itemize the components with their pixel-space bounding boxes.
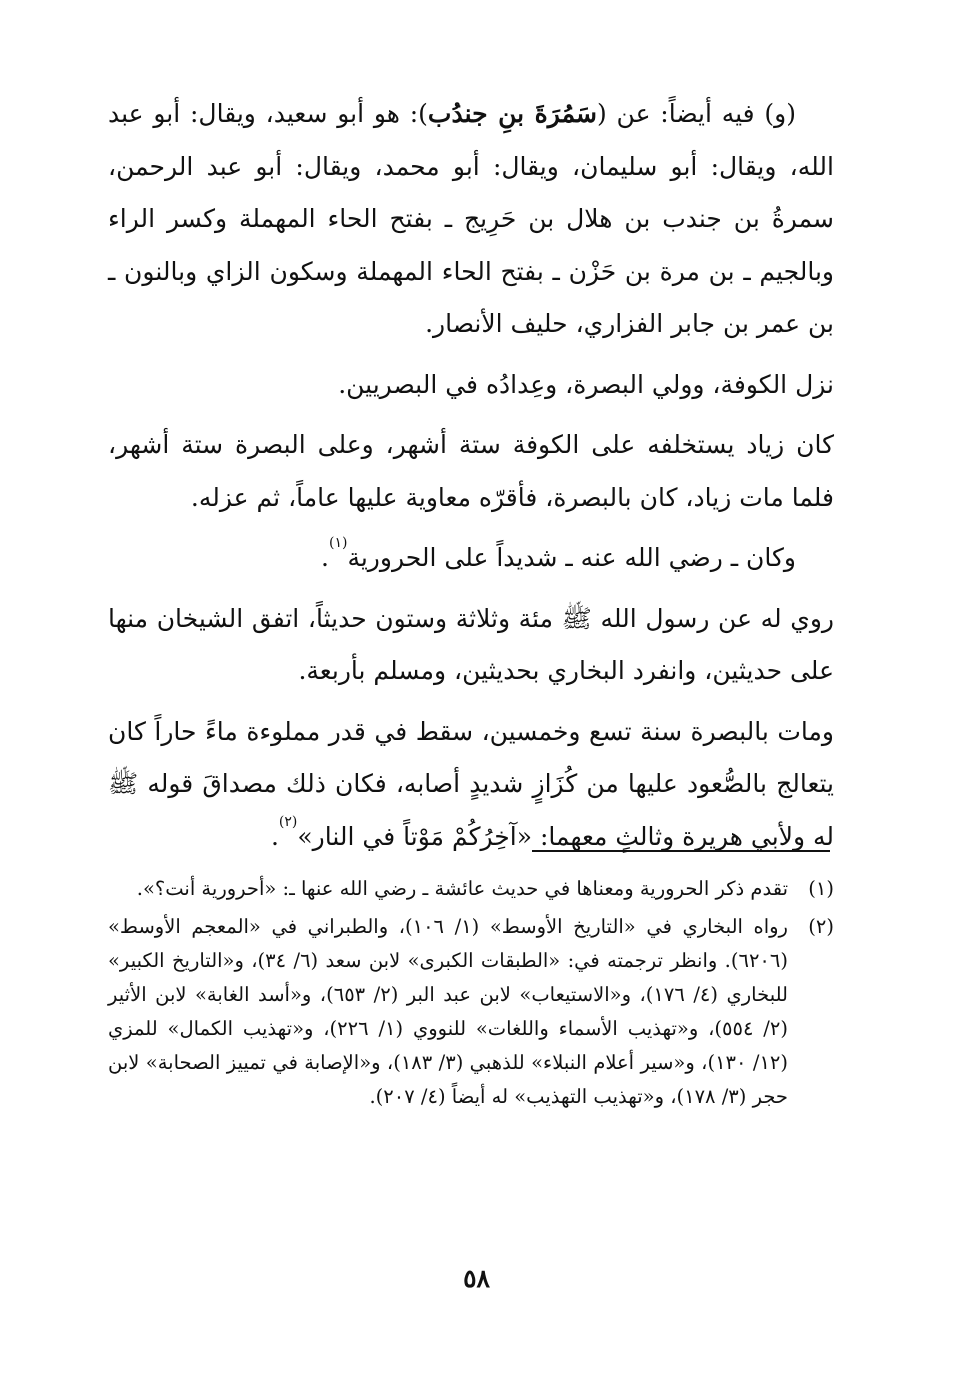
paragraph-4-end: . bbox=[321, 543, 329, 572]
paragraph-6 bbox=[108, 706, 834, 864]
paragraph-6-end: . bbox=[270, 821, 279, 851]
footnote-2-number: (٢) bbox=[808, 915, 834, 938]
paragraph-1-rest: ): هو أبو سعيد، ويقال: أبو عبد الله، ويقال: أبو سليمان، ويقال: أبو محمد، ويقال: أبو عبد الرحمن، سمرةُ بن جندب بن هلال بن حَرِيج ـ بفتح الحاء المهملة وكسر الراء وبالجيم ـ بن مرة بن حَزْن ـ بفتح الحاء المهملة وسكون الزاي وبالنون ـ بن عمر بن جابر الفزاري، حليف الأنصار. bbox=[108, 99, 834, 338]
paragraph-3: كان زياد يستخلفه على الكوفة ستة أشهر، وعلى البصرة ستة أشهر، فلما مات زياد، كان بالبصرة، فأقرّه معاوية عليها عاماً، ثم عزله. bbox=[108, 430, 834, 512]
footnote-2-text: رواه البخاري في «التاريخ الأوسط» (١/ ١٠٦)، والطبراني في «المعجم الأوسط» (٦٢٠٦). وانظر ترجمته في: «الطبقات الكبرى» لابن سعد (٦/ ٣٤)، و«التاريخ الكبير» للبخاري (٤/ ١٧٦)، و«الاستيعاب» لابن عبد البر (٢/ ٦٥٣)، و«أسد الغابة» لابن الأثير (٢/ ٥٥٤)، و«تهذيب الأسماء واللغات» للنووي (١/ ٢٢٦)، و«تهذيب الكمال» للمزي (١٢/ ١٣٠)، و«سير أعلام النبلاء» للذهبي (٣/ ١٨٣)، و«الإصابة في تمييز الصحابة» لابن حجر (٣/ ١٧٨)، و«تهذيب التهذيب» له أيضاً (٤/ ٢٠٧). bbox=[108, 915, 788, 1108]
footnote-2 bbox=[108, 910, 834, 1114]
footnote-ref-2: (٢) bbox=[278, 813, 298, 830]
main-text-body bbox=[108, 88, 834, 871]
companion-name: سَمُرَةَ بنِ جندُب bbox=[427, 99, 597, 128]
paragraph-6-text: ومات بالبصرة سنة تسع وخمسين، سقط في قدر مملوءة ماءً حاراً كان يتعالج بالصُّعود عليها من كُزَازٍ شديدٍ أصابه، فكان ذلك مصداقَ قوله ﷺ له ولأبي هريرة وثالثٍ معهما: «آخِرُكُمْ مَوْتاً في النار» bbox=[108, 716, 835, 851]
footnote-1 bbox=[108, 872, 834, 906]
footnote-separator bbox=[532, 850, 830, 852]
paragraph-1 bbox=[108, 88, 834, 351]
footnote-1-text: تقدم ذكر الحرورية ومعناها في حديث عائشة ـ رضي الله عنها ـ: «أحرورية أنت؟». bbox=[136, 877, 788, 900]
page-number: ٥٨ bbox=[463, 1264, 490, 1293]
paragraph-5: روي له عن رسول الله ﷺ مئة وثلاثة وستون حديثاً، اتفق الشيخان منها على حديثين، وانفرد البخاري بحديثين، ومسلم بأربعة. bbox=[108, 603, 834, 685]
paragraph-4-text: وكان ـ رضي الله عنه ـ شديداً على الحرورية bbox=[347, 543, 796, 572]
footnotes-section bbox=[108, 872, 834, 1118]
footnote-1-number: (١) bbox=[808, 877, 834, 900]
paragraph-4 bbox=[108, 532, 834, 585]
paragraph-1-open: (و) فيه أيضاً: عن ( bbox=[596, 99, 796, 128]
footnote-ref-1: (١) bbox=[328, 535, 348, 551]
paragraph-2: نزل الكوفة، وولي البصرة، وعِدادُه في البصريين. bbox=[338, 369, 834, 399]
